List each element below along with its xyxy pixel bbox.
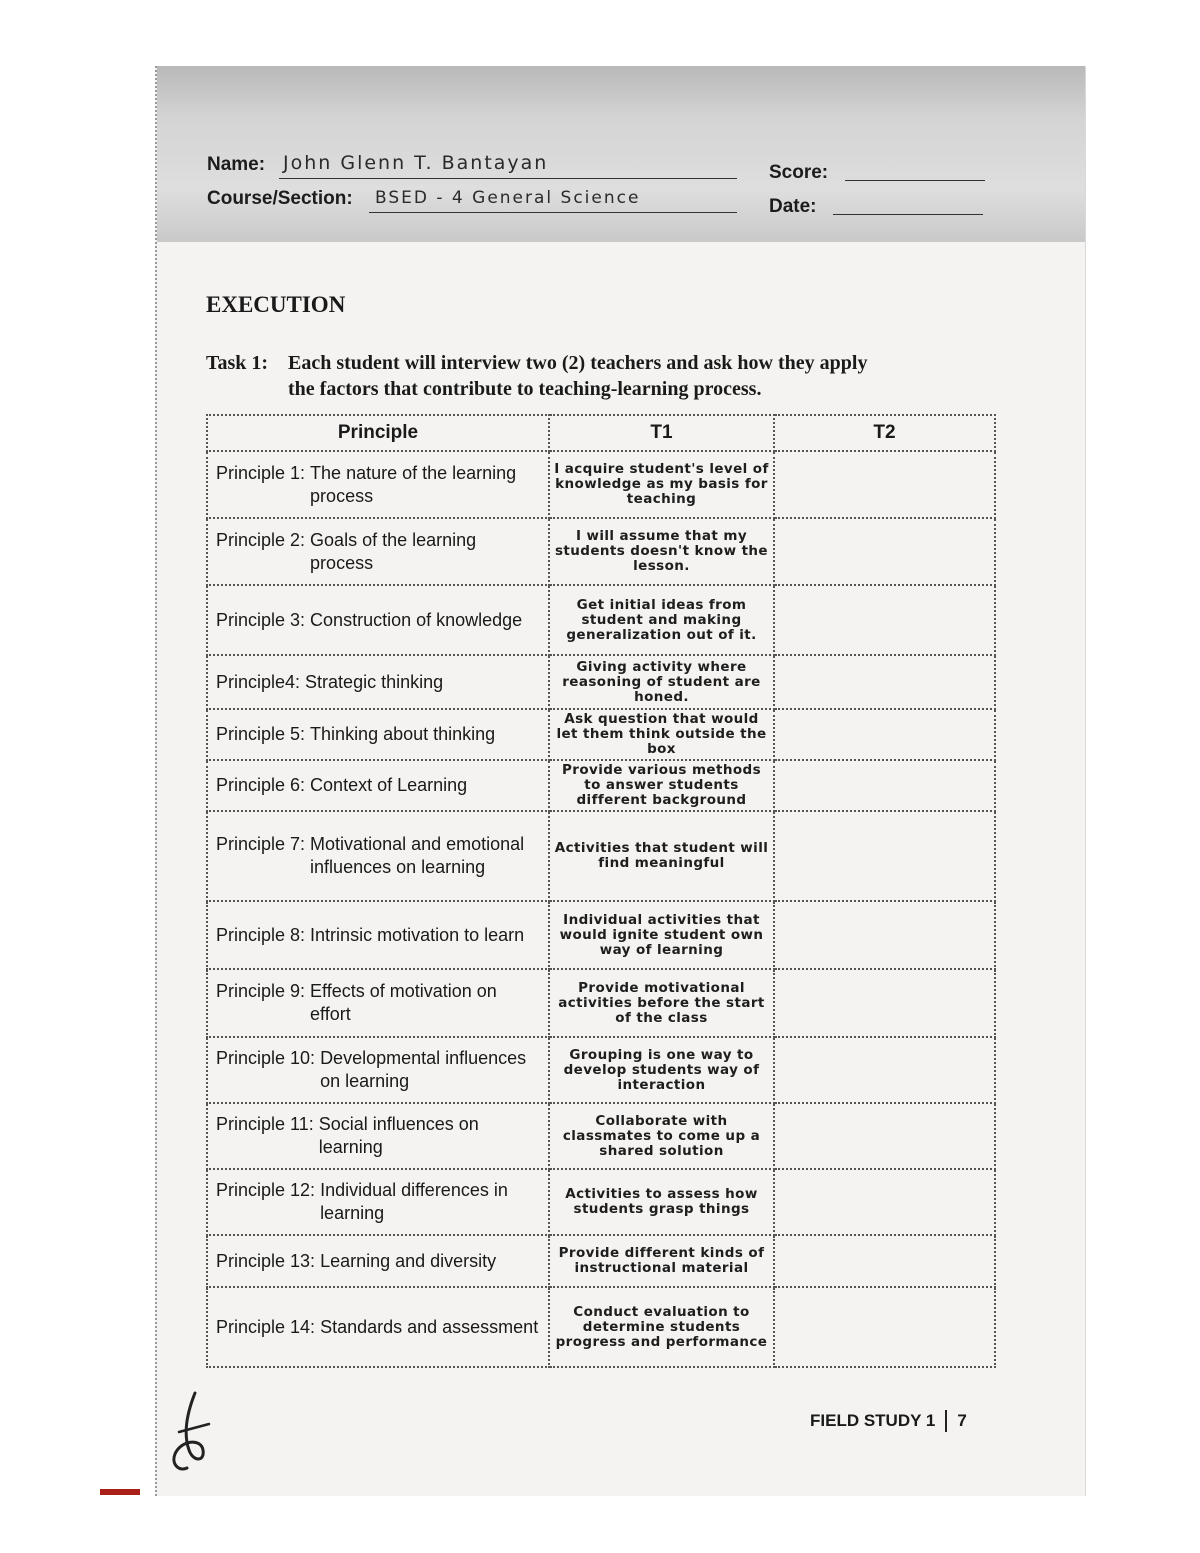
principle-number: Principle 13: xyxy=(216,1250,316,1271)
name-label: Name: xyxy=(207,154,266,175)
table-row xyxy=(207,655,995,709)
table-row xyxy=(207,1037,995,1103)
t1-answer: Grouping is one way to develop students way of interaction xyxy=(549,1037,774,1103)
table-row xyxy=(207,811,995,901)
principle-cell xyxy=(207,760,549,811)
t1-answer: I will assume that my students doesn't know the lesson. xyxy=(549,518,774,585)
principle-text: Social influences on learning xyxy=(318,1114,479,1157)
course-label: Course/Section: xyxy=(207,188,353,209)
principle-number: Principle 3: xyxy=(216,609,306,630)
footer-separator xyxy=(945,1410,947,1432)
principles-table xyxy=(206,414,996,1368)
t2-answer xyxy=(774,969,995,1037)
header-t2: T2 xyxy=(774,415,995,451)
table-row xyxy=(207,969,995,1037)
principle-number: Principle 10: xyxy=(216,1048,316,1068)
principle-text: Learning and diversity xyxy=(320,1250,497,1271)
principle-cell xyxy=(207,1287,549,1367)
t2-answer xyxy=(774,811,995,901)
principle-number: Principle 6: xyxy=(216,775,306,795)
course-line xyxy=(369,212,737,213)
table-row xyxy=(207,585,995,655)
principle-text: The nature of the learning process xyxy=(310,462,517,506)
header-t1: T1 xyxy=(549,415,774,451)
table-header-row xyxy=(207,415,995,451)
t1-answer: Ask question that would let them think outside the box xyxy=(549,709,774,760)
t2-answer xyxy=(774,1037,995,1103)
principle-number: Principle 2: xyxy=(216,529,306,550)
table-row xyxy=(207,1103,995,1169)
principle-cell xyxy=(207,655,549,709)
principle-cell xyxy=(207,1235,549,1287)
principle-text: Goals of the learning process xyxy=(310,529,477,573)
section-title: EXECUTION xyxy=(206,292,346,317)
table-row xyxy=(207,1235,995,1287)
principle-text: Developmental influences on learning xyxy=(320,1048,527,1091)
table-row xyxy=(207,451,995,518)
principle-text: Context of Learning xyxy=(310,775,468,795)
t2-answer xyxy=(774,655,995,709)
principle-number: Principle 9: xyxy=(216,981,306,1001)
name-line xyxy=(279,178,737,179)
principle-text: Motivational and emotional influences on learning xyxy=(310,834,525,877)
principle-number: Principle4: xyxy=(216,671,301,692)
principle-text: Intrinsic motivation to learn xyxy=(310,924,525,945)
t1-answer: Collaborate with classmates to come up a shared solution xyxy=(549,1103,774,1169)
task-line-2: the factors that contribute to teaching-learning process. xyxy=(288,378,762,400)
t2-answer xyxy=(774,1287,995,1367)
header-principle: Principle xyxy=(207,415,549,451)
principle-text: Effects of motivation on effort xyxy=(310,981,497,1024)
principle-number: Principle 5: xyxy=(216,724,306,744)
table-row xyxy=(207,1169,995,1235)
edge-mark xyxy=(100,1489,140,1495)
principle-cell xyxy=(207,1169,549,1235)
table-row xyxy=(207,1287,995,1367)
t2-answer xyxy=(774,518,995,585)
course-value: BSED - 4 General Science xyxy=(375,188,641,208)
principle-number: Principle 7: xyxy=(216,834,306,854)
principle-number: Principle 11: xyxy=(216,1114,314,1134)
principle-number: Principle 8: xyxy=(216,924,306,945)
principle-cell xyxy=(207,451,549,518)
task-line-1: Each student will interview two (2) teachers and ask how they apply xyxy=(288,352,868,374)
t1-answer: I acquire student's level of knowledge as my basis for teaching xyxy=(549,451,774,518)
score-line xyxy=(845,180,985,181)
footer-label: FIELD STUDY 1 xyxy=(810,1411,936,1430)
t1-answer: Provide different kinds of instructional material xyxy=(549,1235,774,1287)
table-row xyxy=(207,901,995,969)
t2-answer xyxy=(774,1235,995,1287)
task-instruction xyxy=(206,350,1006,402)
principle-cell xyxy=(207,969,549,1037)
page-footer xyxy=(810,1410,967,1432)
date-label: Date: xyxy=(769,196,817,217)
name-value: John Glenn T. Bantayan xyxy=(283,152,549,174)
principle-text: Standards and assessment xyxy=(320,1316,539,1337)
t1-answer: Giving activity where reasoning of student are honed. xyxy=(549,655,774,709)
t2-answer xyxy=(774,1169,995,1235)
principle-cell xyxy=(207,1103,549,1169)
task-number: Task 1: xyxy=(206,352,269,374)
page-number: 7 xyxy=(957,1411,967,1430)
score-label: Score: xyxy=(769,162,829,183)
principle-cell xyxy=(207,901,549,969)
principle-cell xyxy=(207,1037,549,1103)
t1-answer: Provide various methods to answer students different background xyxy=(549,760,774,811)
principle-text: Strategic thinking xyxy=(305,671,444,692)
signature-mark xyxy=(165,1388,225,1478)
t2-answer xyxy=(774,451,995,518)
table-row xyxy=(207,709,995,760)
principle-text: Individual differences in learning xyxy=(320,1180,508,1223)
t2-answer xyxy=(774,585,995,655)
principle-cell xyxy=(207,585,549,655)
principle-cell xyxy=(207,709,549,760)
t1-answer: Activities to assess how students grasp things xyxy=(549,1169,774,1235)
date-line xyxy=(833,214,983,215)
t1-answer: Get initial ideas from student and making generalization out of it. xyxy=(549,585,774,655)
principle-cell xyxy=(207,518,549,585)
principle-number: Principle 1: xyxy=(216,462,306,483)
t1-answer: Provide motivational activities before the start of the class xyxy=(549,969,774,1037)
table-row xyxy=(207,518,995,585)
principle-number: Principle 12: xyxy=(216,1180,316,1200)
principle-text: Construction of knowledge xyxy=(310,609,523,630)
t1-answer: Activities that student will find meaningful xyxy=(549,811,774,901)
t1-answer: Individual activities that would ignite student own way of learning xyxy=(549,901,774,969)
principle-text: Thinking about thinking xyxy=(310,724,496,744)
t2-answer xyxy=(774,1103,995,1169)
table-row xyxy=(207,760,995,811)
t1-answer: Conduct evaluation to determine students progress and performance xyxy=(549,1287,774,1367)
principle-cell xyxy=(207,811,549,901)
principle-number: Principle 14: xyxy=(216,1316,316,1337)
t2-answer xyxy=(774,760,995,811)
t2-answer xyxy=(774,709,995,760)
t2-answer xyxy=(774,901,995,969)
